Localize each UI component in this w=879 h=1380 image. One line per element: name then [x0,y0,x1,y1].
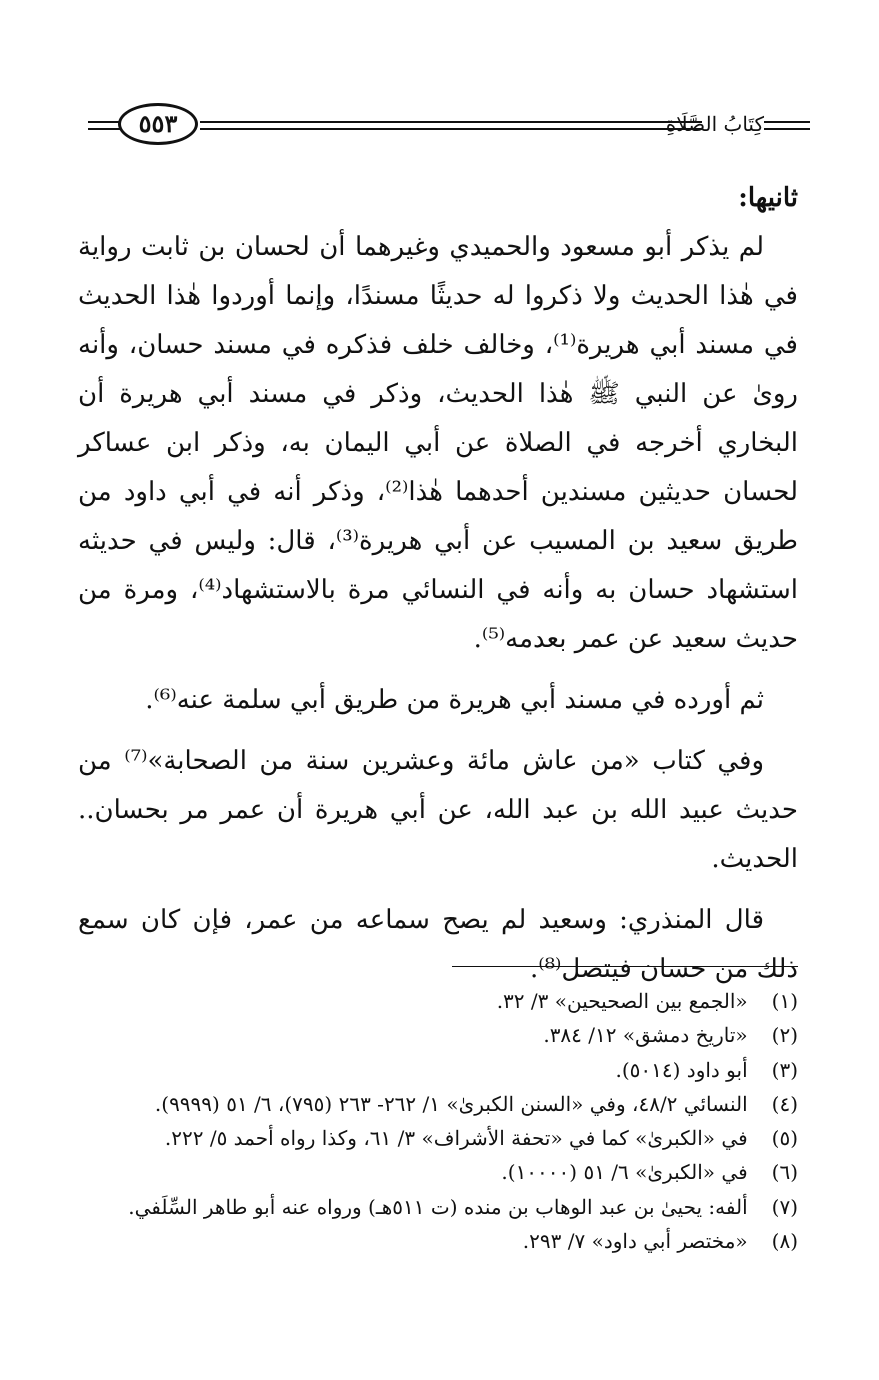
page-number: ٥٥٣ [118,103,198,145]
paragraph: وفي كتاب «من عاش مائة وعشرين سنة من الصحابة»⁽⁷⁾ من حديث عبيد الله بن عبد الله، عن أبي هريرة أن عمر مر بحسان.. الحديث. [78,746,798,874]
footnote-text: في «الكبرىٰ» كما في «تحفة الأشراف» ٣/ ٦١، وكذا رواه أحمد ٥/ ٢٢٢. [164,1126,748,1151]
footnote-number: (٢) [771,1023,798,1048]
footnote [60,1087,798,1121]
footnote [60,1224,798,1258]
footnote-text: أبو داود (٥٠١٤). [615,1057,748,1082]
header-rule [764,128,810,130]
footnote-number: (٣) [771,1057,798,1082]
footnote-text: «تاريخ دمشق» ١٢/ ٣٨٤. [543,1023,748,1048]
footnote [60,1018,798,1052]
header-rule [200,121,702,123]
paragraph: قال المنذري: وسعيد لم يصح سماعه من عمر، فإن كان سمع ذلك من حسان فيتصل⁽⁸⁾. [78,905,798,984]
footnote [60,1190,798,1224]
footnote-text: «مختصر أبي داود» ٧/ ٢٩٣. [522,1229,748,1254]
footnote-number: (١) [771,989,798,1013]
header-rule [200,128,702,130]
footnote-number: (٤) [771,1091,798,1116]
footnote [60,1155,798,1189]
footnote-text: ألفه: يحيىٰ بن عبد الوهاب بن منده (ت ٥١١هـ) ورواه عنه أبو طاهر السِّلَفي. [128,1194,748,1219]
footnote [60,1053,798,1087]
header-rule [764,121,810,123]
paragraph: لم يذكر أبو مسعود والحميدي وغيرهما أن لحسان بن ثابت رواية في هٰذا الحديث ولا ذكروا له حديثًا مسندًا، وإنما أوردوا هٰذا الحديث في مسند أبي هريرة⁽¹⁾، وخالف خلف فذكره في مسند حسان، وأنه رویٰ عن النبي ﷺ هٰذا الحديث، وذكر في مسند أبي هريرة أن البخاري أخرجه في الصلاة عن أبي اليمان به، وذكر ابن عساكر لحسان حديثين مسندين أحدهما هٰذا⁽²⁾، وذكر أنه في أبي داود من طريق سعيد بن المسيب عن أبي هريرة⁽³⁾، قال: وليس في حديثه استشهاد حسان به وأنه في النسائي مرة بالاستشهاد⁽⁴⁾، ومرة من حديث سعيد عن عمر بعدمه⁽⁵⁾. [78,232,798,654]
footnote-number: (٧) [771,1194,798,1219]
footnote-text: «الجمع بين الصحيحين» ٣/ ٣٢. [496,989,748,1013]
footnote-text: في «الكبرىٰ» ٦/ ٥١ (١٠٠٠٠). [501,1160,748,1185]
header-rule [88,128,120,130]
footnote-number: (٥) [771,1126,798,1151]
header-rule [88,121,120,123]
footnote-separator [452,966,798,967]
footnote-number: (٦) [771,1160,798,1185]
main-text [78,174,798,994]
section-heading: ثانيها: [738,183,798,213]
footnotes [60,984,798,1258]
footnote [60,1121,798,1155]
footnote-number: (٨) [771,1229,798,1254]
footnote-text: النسائي ٤٨/٢، وفي «السنن الكبرىٰ» ١/ ٢٦٢- ٢٦٣ (٧٩٥)، ٦/ ٥١ (٩٩٩٩). [154,1091,748,1116]
footnote [60,984,798,1018]
page-header [88,96,810,160]
paragraph: ثم أورده في مسند أبي هريرة من طريق أبي سلمة عنه⁽⁶⁾. [145,685,764,715]
running-title: كِتَابُ الصَّلَاةِ [665,112,764,136]
